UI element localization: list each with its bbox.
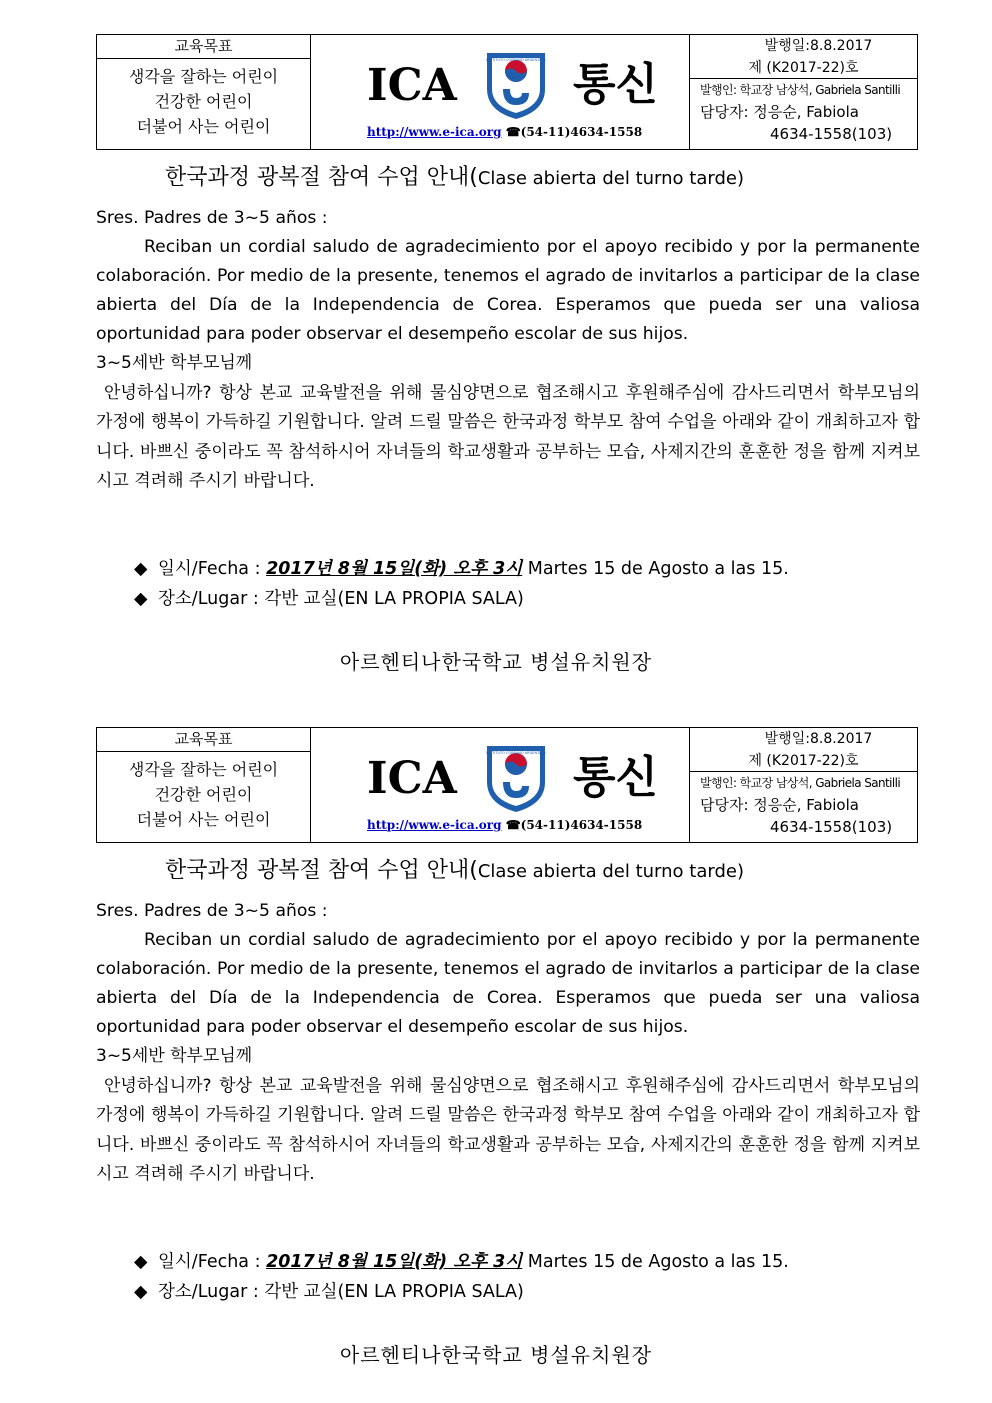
notice-title-korean: 한국과정 광복절 참여 수업 안내( (165, 165, 478, 190)
date-label: 일시/Fecha : (158, 1252, 261, 1272)
goals-list (97, 752, 310, 832)
issue-number: 제 (K2017-22)호 (690, 57, 917, 79)
body-spanish: Reciban un cordial saludo de agradecimiento por el apoyo recibido y por la permanente colaboración. Por medio de la presente, tenemos el agrado de invitarlos a participar de la clase abierta del Día de la Independencia de Corea. Esperamos que pueda ser una valiosa oportunidad para poder observar el desempeño escolar de sus hijos. (96, 237, 920, 344)
diamond-bullet-icon: ◆ (134, 559, 148, 579)
date-value: 2017년 8월 15일(화) 오후 3시 (266, 559, 523, 579)
emblem-text: INSTITUTO COREANO ARGENTINO (486, 58, 546, 62)
issue-date: 발행일:8.8.2017 (764, 38, 873, 54)
contact-line (367, 818, 642, 832)
place-row (134, 584, 789, 614)
place-value: 각반 교실(EN LA PROPIA SALA) (264, 589, 524, 609)
brand-korean: 통신 (573, 59, 659, 110)
school-emblem-logo (481, 49, 551, 121)
greeting-spanish: Sres. Padres de 3~5 años : (96, 208, 328, 228)
contact-phone: 4634-1558(103) (770, 125, 893, 143)
goals-list (97, 59, 310, 139)
brand-name: ICA (367, 753, 457, 804)
notice-title-spanish: Clase abierta del turno tarde) (477, 168, 744, 189)
diamond-bullet-icon: ◆ (134, 1252, 148, 1272)
school-emblem-logo (481, 742, 551, 814)
body-korean: 안녕하십니까? 항상 본교 교육발전을 위해 물심양면으로 협조해시고 후원해주심에 감사드리면서 학부모님의 가정에 행복이 가득하길 기원합니다. 알려 드릴 말씀은 한국과정 학부모 참여 수업을 아래와 같이 개최하고자 합니다. 바쁘신 중이라도 꼭 참석하시어 자녀들의 학교생활과 공부하는 모습, 사제지간의 훈훈한 정을 함께 지켜보시고 격려해 주시기 바랍니다. (96, 1075, 920, 1184)
goal-item: 더불어 사는 어린이 (136, 117, 271, 136)
signature: 아르헨티나한국학교 병설유치원장 (339, 1343, 653, 1367)
date-spanish: Martes 15 de Agosto a las 15. (527, 559, 789, 579)
school-phone: ☎(54-11)4634-1558 (505, 125, 643, 139)
contact-line (367, 125, 642, 139)
notice-title (165, 855, 744, 888)
contact-phone: 4634-1558(103) (770, 818, 893, 836)
notice-body (96, 204, 920, 497)
school-phone: ☎(54-11)4634-1558 (505, 818, 643, 832)
notice-body (96, 897, 920, 1190)
website-link[interactable]: http://www.e-ica.org (367, 818, 502, 832)
diamond-bullet-icon: ◆ (134, 589, 148, 609)
goal-item: 더불어 사는 어린이 (136, 810, 271, 829)
goals-title: 교육목표 (97, 35, 310, 59)
goal-item: 생각을 잘하는 어린이 (128, 67, 279, 86)
diamond-bullet-icon: ◆ (134, 1282, 148, 1302)
education-goals-box (97, 35, 311, 149)
issue-date: 발행일:8.8.2017 (764, 731, 873, 747)
greeting-korean: 3~5세반 학부모님께 (96, 1046, 253, 1066)
place-label: 장소/Lugar : (158, 589, 259, 609)
contact-person: 담당자: 정응순, Fabiola (700, 103, 859, 121)
newsletter-header (96, 727, 918, 843)
date-label: 일시/Fecha : (158, 559, 261, 579)
notice-title-spanish: Clase abierta del turno tarde) (477, 861, 744, 882)
event-details (134, 1247, 789, 1307)
event-details (134, 554, 789, 614)
masthead (311, 35, 690, 149)
place-label: 장소/Lugar : (158, 1282, 259, 1302)
date-value: 2017년 8월 15일(화) 오후 3시 (266, 1252, 523, 1272)
goal-item: 건강한 어린이 (154, 92, 253, 111)
place-value: 각반 교실(EN LA PROPIA SALA) (264, 1282, 524, 1302)
goal-item: 건강한 어린이 (154, 785, 253, 804)
emblem-text: INSTITUTO COREANO ARGENTINO (486, 751, 546, 755)
education-goals-box (97, 728, 311, 842)
issue-number: 제 (K2017-22)호 (690, 750, 917, 772)
brand-name: ICA (367, 60, 457, 111)
signature: 아르헨티나한국학교 병설유치원장 (339, 650, 653, 674)
greeting-spanish: Sres. Padres de 3~5 años : (96, 901, 328, 921)
publisher: 발행인: 학교장 남상석, Gabriela Santilli (700, 83, 901, 97)
issue-info (690, 728, 917, 842)
place-row (134, 1277, 789, 1307)
body-spanish: Reciban un cordial saludo de agradecimiento por el apoyo recibido y por la permanente colaboración. Por medio de la presente, tenemos el agrado de invitarlos a participar de la clase abierta del Día de la Independencia de Corea. Esperamos que pueda ser una valiosa oportunidad para poder observar el desempeño escolar de sus hijos. (96, 930, 920, 1037)
publisher: 발행인: 학교장 남상석, Gabriela Santilli (700, 776, 901, 790)
website-link[interactable]: http://www.e-ica.org (367, 125, 502, 139)
goal-item: 생각을 잘하는 어린이 (128, 760, 279, 779)
body-korean: 안녕하십니까? 항상 본교 교육발전을 위해 물심양면으로 협조해시고 후원해주심에 감사드리면서 학부모님의 가정에 행복이 가득하길 기원합니다. 알려 드릴 말씀은 한국과정 학부모 참여 수업을 아래와 같이 개최하고자 합니다. 바쁘신 중이라도 꼭 참석하시어 자녀들의 학교생활과 공부하는 모습, 사제지간의 훈훈한 정을 함께 지켜보시고 격려해 주시기 바랍니다. (96, 382, 920, 491)
date-row (134, 1247, 789, 1277)
goals-title: 교육목표 (97, 728, 310, 752)
contact-person: 담당자: 정응순, Fabiola (700, 796, 859, 814)
newsletter-header (96, 34, 918, 150)
greeting-korean: 3~5세반 학부모님께 (96, 353, 253, 373)
issue-info (690, 35, 917, 149)
notice-title (165, 162, 744, 195)
masthead (311, 728, 690, 842)
notice-title-korean: 한국과정 광복절 참여 수업 안내( (165, 858, 478, 883)
date-row (134, 554, 789, 584)
date-spanish: Martes 15 de Agosto a las 15. (527, 1252, 789, 1272)
brand-korean: 통신 (573, 752, 659, 803)
